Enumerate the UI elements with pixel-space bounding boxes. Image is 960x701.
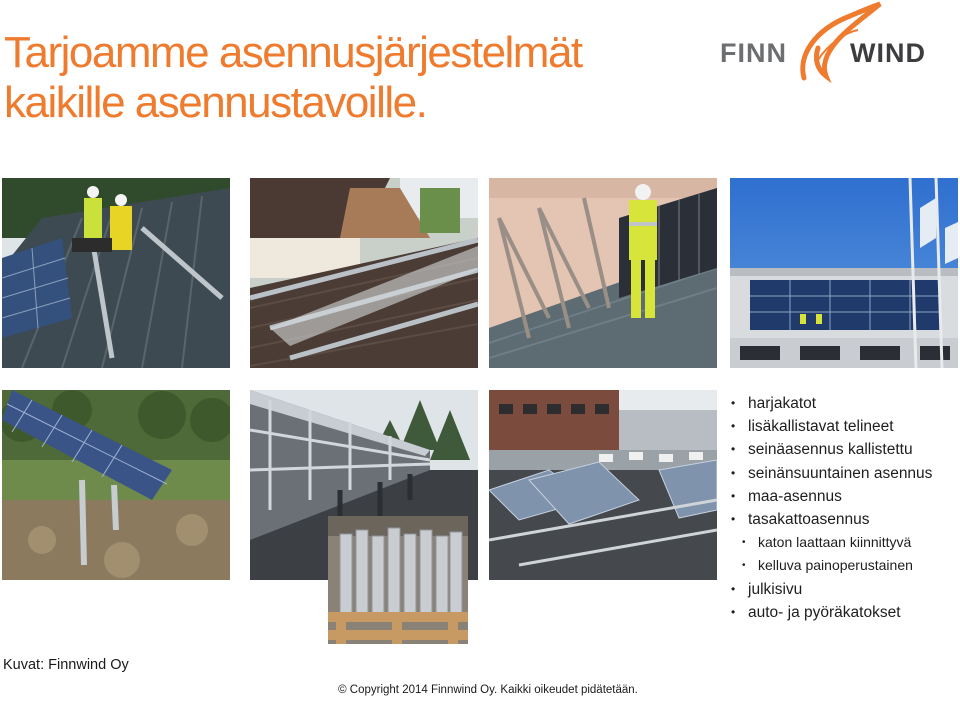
sub-list-item: • katon laattaan kiinnittyvä xyxy=(730,531,958,554)
logo-text-right: WIND xyxy=(850,38,926,68)
sub-list-item: • kelluva painoperustainen xyxy=(730,554,958,577)
photo-building-facade xyxy=(730,178,958,368)
title-line-2: kaikille asennustavoille. xyxy=(4,78,427,127)
photo-ground-mount xyxy=(2,390,230,580)
photo-flat-roof-array xyxy=(489,390,717,580)
list-item: • lisäkallistavat telineet xyxy=(730,415,958,438)
logo-text-left: FINN xyxy=(720,38,787,68)
photo-tile-roof-rails xyxy=(250,178,478,368)
photo-pitched-roof xyxy=(2,178,230,368)
building-facade-flags-photo xyxy=(730,178,958,368)
page-title xyxy=(4,28,704,128)
finnwind-logo xyxy=(718,0,950,90)
installation-types-list xyxy=(730,392,958,624)
title-line-1: Tarjoamme asennusjärjestelmät xyxy=(4,28,582,77)
list-item: • auto- ja pyöräkatokset xyxy=(730,601,958,624)
list-item: • harjakatot xyxy=(730,392,958,415)
list-item: • tasakattoasennus xyxy=(730,508,958,531)
photo-credit: Kuvat: Finnwind Oy xyxy=(3,657,129,673)
wall-mount-worker-photo xyxy=(489,178,717,368)
list-item: • julkisivu xyxy=(730,578,958,601)
flat-roof-array-photo xyxy=(489,390,717,580)
photo-pallet-poles xyxy=(328,516,468,644)
ground-mount-photo xyxy=(2,390,230,580)
pallet-mounting-poles-photo xyxy=(328,516,468,644)
copyright-footer: © Copyright 2014 Finnwind Oy. Kaikki oikeudet pidätetään. xyxy=(338,684,638,696)
list-item: • maa-asennus xyxy=(730,485,958,508)
photo-wall-mount xyxy=(489,178,717,368)
list-item: • seinänsuuntainen asennus xyxy=(730,462,958,485)
tile-roof-rails-photo xyxy=(250,178,478,368)
pitched-roof-installers-photo xyxy=(2,178,230,368)
list-item: • seinäasennus kallistettu xyxy=(730,438,958,461)
